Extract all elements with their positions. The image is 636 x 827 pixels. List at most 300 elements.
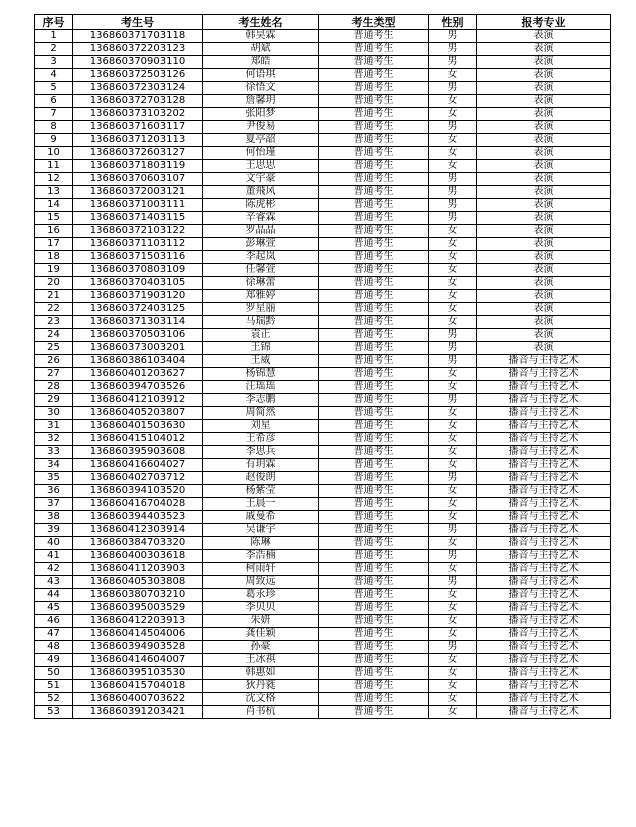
cell-seq: 48 [35,641,73,654]
cell-name: 罗星丽 [203,303,319,316]
cell-seq: 41 [35,550,73,563]
cell-major: 表演 [477,251,611,264]
cell-seq: 5 [35,82,73,95]
cell-major: 播音与主持艺术 [477,550,611,563]
cell-seq: 7 [35,108,73,121]
cell-major: 播音与主持艺术 [477,524,611,537]
table-row [35,667,611,680]
table-row [35,654,611,667]
cell-major: 播音与主持艺术 [477,706,611,719]
cell-name: 詹馨玥 [203,95,319,108]
cell-name: 王思思 [203,160,319,173]
cell-seq: 34 [35,459,73,472]
cell-exam-id: 136860400303618 [73,550,203,563]
cell-gender: 女 [429,589,477,602]
cell-major: 播音与主持艺术 [477,459,611,472]
cell-name: 狄丹蕤 [203,680,319,693]
cell-gender: 男 [429,121,477,134]
cell-type: 普通考生 [319,368,429,381]
cell-name: 柯雨轩 [203,563,319,576]
cell-name: 刘星 [203,420,319,433]
cell-seq: 50 [35,667,73,680]
cell-type: 普通考生 [319,407,429,420]
cell-gender: 女 [429,160,477,173]
cell-type: 普通考生 [319,355,429,368]
cell-type: 普通考生 [319,290,429,303]
cell-seq: 18 [35,251,73,264]
cell-type: 普通考生 [319,550,429,563]
cell-seq: 31 [35,420,73,433]
cell-gender: 男 [429,173,477,186]
cell-name: 王锦 [203,342,319,355]
table-row [35,290,611,303]
table-row [35,381,611,394]
table-row [35,485,611,498]
cell-exam-id: 136860372203123 [73,43,203,56]
cell-major: 播音与主持艺术 [477,368,611,381]
cell-type: 普通考生 [319,628,429,641]
cell-gender: 男 [429,550,477,563]
cell-name: 戚曼希 [203,511,319,524]
cell-name: 杨紫莹 [203,485,319,498]
cell-seq: 30 [35,407,73,420]
table-row [35,238,611,251]
cell-name: 徐琳蕾 [203,277,319,290]
cell-name: 李贝贝 [203,602,319,615]
cell-exam-id: 136860416704028 [73,498,203,511]
cell-gender: 男 [429,186,477,199]
table-row [35,69,611,82]
cell-gender: 女 [429,667,477,680]
cell-type: 普通考生 [319,420,429,433]
cell-major: 表演 [477,30,611,43]
cell-major: 表演 [477,290,611,303]
cell-exam-id: 136860401503630 [73,420,203,433]
table-row [35,615,611,628]
table-row [35,355,611,368]
cell-exam-id: 136860384703320 [73,537,203,550]
cell-exam-id: 136860371703118 [73,30,203,43]
cell-seq: 10 [35,147,73,160]
cell-seq: 36 [35,485,73,498]
cell-gender: 女 [429,264,477,277]
cell-exam-id: 136860405303808 [73,576,203,589]
cell-gender: 女 [429,69,477,82]
cell-major: 表演 [477,147,611,160]
cell-gender: 女 [429,134,477,147]
table-row [35,134,611,147]
cell-gender: 女 [429,602,477,615]
cell-exam-id: 136860372703128 [73,95,203,108]
cell-major: 播音与主持艺术 [477,381,611,394]
cell-name: 沈文格 [203,693,319,706]
cell-gender: 女 [429,459,477,472]
cell-seq: 27 [35,368,73,381]
cell-seq: 9 [35,134,73,147]
cell-seq: 40 [35,537,73,550]
cell-major: 表演 [477,199,611,212]
cell-type: 普通考生 [319,589,429,602]
cell-gender: 女 [429,446,477,459]
cell-exam-id: 136860394403523 [73,511,203,524]
table-row [35,394,611,407]
cell-type: 普通考生 [319,121,429,134]
table-row [35,433,611,446]
cell-major: 播音与主持艺术 [477,628,611,641]
cell-exam-id: 136860372103122 [73,225,203,238]
cell-gender: 女 [429,433,477,446]
cell-type: 普通考生 [319,186,429,199]
cell-name: 罗晶晶 [203,225,319,238]
cell-major: 表演 [477,238,611,251]
cell-gender: 男 [429,212,477,225]
table-row [35,160,611,173]
cell-seq: 17 [35,238,73,251]
cell-seq: 25 [35,342,73,355]
cell-major: 播音与主持艺术 [477,472,611,485]
cell-major: 播音与主持艺术 [477,615,611,628]
cell-major: 播音与主持艺术 [477,433,611,446]
table-row [35,628,611,641]
cell-gender: 女 [429,238,477,251]
cell-gender: 男 [429,43,477,56]
cell-name: 彭琳萱 [203,238,319,251]
cell-name: 李起岚 [203,251,319,264]
cell-gender: 女 [429,615,477,628]
cell-seq: 3 [35,56,73,69]
cell-seq: 6 [35,95,73,108]
cell-exam-id: 136860371303114 [73,316,203,329]
cell-name: 郑雅婷 [203,290,319,303]
cell-major: 播音与主持艺术 [477,498,611,511]
cell-major: 播音与主持艺术 [477,693,611,706]
cell-exam-id: 136860411203903 [73,563,203,576]
cell-exam-id: 136860412203913 [73,615,203,628]
cell-exam-id: 136860412303914 [73,524,203,537]
cell-seq: 8 [35,121,73,134]
cell-exam-id: 136860405203807 [73,407,203,420]
cell-name: 郑皓 [203,56,319,69]
table-row [35,147,611,160]
cell-name: 董飛风 [203,186,319,199]
cell-name: 徐悟文 [203,82,319,95]
table-row [35,498,611,511]
table-row [35,537,611,550]
cell-exam-id: 136860370503106 [73,329,203,342]
cell-type: 普通考生 [319,394,429,407]
cell-name: 韩昊霖 [203,30,319,43]
cell-exam-id: 136860394103520 [73,485,203,498]
table-row [35,680,611,693]
cell-type: 普通考生 [319,342,429,355]
cell-seq: 21 [35,290,73,303]
cell-exam-id: 136860400703622 [73,693,203,706]
cell-exam-id: 136860372603127 [73,147,203,160]
header-name: 考生姓名 [203,15,319,30]
cell-name: 韩惠如 [203,667,319,680]
table-row [35,576,611,589]
cell-name: 赵俊朗 [203,472,319,485]
cell-name: 袁正 [203,329,319,342]
cell-exam-id: 136860414504006 [73,628,203,641]
cell-name: 肖书杭 [203,706,319,719]
table-row [35,342,611,355]
cell-type: 普通考生 [319,576,429,589]
cell-seq: 46 [35,615,73,628]
cell-gender: 女 [429,693,477,706]
cell-exam-id: 136860372003121 [73,186,203,199]
cell-type: 普通考生 [319,43,429,56]
cell-gender: 女 [429,303,477,316]
cell-type: 普通考生 [319,160,429,173]
cell-major: 表演 [477,82,611,95]
cell-name: 王冰祺 [203,654,319,667]
cell-gender: 男 [429,524,477,537]
cell-name: 马瑞黔 [203,316,319,329]
cell-exam-id: 136860401203627 [73,368,203,381]
cell-type: 普通考生 [319,303,429,316]
table-row [35,407,611,420]
cell-exam-id: 136860371503116 [73,251,203,264]
cell-type: 普通考生 [319,108,429,121]
cell-gender: 女 [429,407,477,420]
cell-seq: 38 [35,511,73,524]
cell-type: 普通考生 [319,706,429,719]
cell-gender: 男 [429,342,477,355]
cell-major: 表演 [477,277,611,290]
cell-type: 普通考生 [319,381,429,394]
cell-name: 何语琪 [203,69,319,82]
cell-gender: 女 [429,147,477,160]
cell-type: 普通考生 [319,511,429,524]
table-row [35,173,611,186]
cell-gender: 男 [429,30,477,43]
table-row [35,589,611,602]
cell-seq: 45 [35,602,73,615]
cell-major: 播音与主持艺术 [477,654,611,667]
cell-type: 普通考生 [319,134,429,147]
cell-major: 表演 [477,43,611,56]
cell-major: 表演 [477,160,611,173]
table-row [35,446,611,459]
cell-exam-id: 136860373103202 [73,108,203,121]
cell-exam-id: 136860394703526 [73,381,203,394]
table-row [35,550,611,563]
cell-seq: 52 [35,693,73,706]
cell-major: 播音与主持艺术 [477,641,611,654]
header-gender: 性别 [429,15,477,30]
cell-major: 播音与主持艺术 [477,576,611,589]
cell-seq: 43 [35,576,73,589]
cell-type: 普通考生 [319,485,429,498]
cell-type: 普通考生 [319,30,429,43]
cell-exam-id: 136860371403115 [73,212,203,225]
cell-name: 文宇豪 [203,173,319,186]
cell-type: 普通考生 [319,537,429,550]
table-row [35,225,611,238]
cell-name: 龚佳颖 [203,628,319,641]
cell-name: 朱妍 [203,615,319,628]
cell-name: 李志鹏 [203,394,319,407]
cell-type: 普通考生 [319,329,429,342]
cell-gender: 女 [429,628,477,641]
cell-name: 夏亭韶 [203,134,319,147]
cell-gender: 女 [429,95,477,108]
table-row [35,563,611,576]
cell-seq: 12 [35,173,73,186]
header-type: 考生类型 [319,15,429,30]
cell-type: 普通考生 [319,524,429,537]
cell-name: 王晨一 [203,498,319,511]
cell-exam-id: 136860371903120 [73,290,203,303]
cell-exam-id: 136860370603107 [73,173,203,186]
cell-type: 普通考生 [319,459,429,472]
cell-name: 陈虎彬 [203,199,319,212]
cell-seq: 39 [35,524,73,537]
table-row [35,641,611,654]
cell-major: 播音与主持艺术 [477,355,611,368]
cell-gender: 女 [429,225,477,238]
cell-seq: 13 [35,186,73,199]
cell-major: 表演 [477,212,611,225]
cell-type: 普通考生 [319,173,429,186]
table-row [35,706,611,719]
table-row [35,472,611,485]
cell-type: 普通考生 [319,147,429,160]
cell-seq: 26 [35,355,73,368]
cell-type: 普通考生 [319,615,429,628]
cell-gender: 女 [429,537,477,550]
cell-name: 王威 [203,355,319,368]
cell-major: 播音与主持艺术 [477,394,611,407]
cell-exam-id: 136860415704018 [73,680,203,693]
cell-major: 播音与主持艺术 [477,446,611,459]
cell-name: 葛永珍 [203,589,319,602]
cell-seq: 15 [35,212,73,225]
cell-major: 播音与主持艺术 [477,537,611,550]
cell-gender: 女 [429,251,477,264]
cell-major: 表演 [477,173,611,186]
cell-seq: 32 [35,433,73,446]
cell-type: 普通考生 [319,433,429,446]
cell-major: 播音与主持艺术 [477,420,611,433]
cell-exam-id: 136860391203421 [73,706,203,719]
cell-seq: 20 [35,277,73,290]
cell-exam-id: 136860416604027 [73,459,203,472]
cell-exam-id: 136860371603117 [73,121,203,134]
cell-major: 表演 [477,69,611,82]
cell-name: 胡斌 [203,43,319,56]
cell-exam-id: 136860372403125 [73,303,203,316]
cell-major: 表演 [477,134,611,147]
cell-major: 播音与主持艺术 [477,602,611,615]
cell-gender: 男 [429,56,477,69]
cell-gender: 女 [429,108,477,121]
cell-name: 周简然 [203,407,319,420]
cell-type: 普通考生 [319,69,429,82]
cell-seq: 22 [35,303,73,316]
cell-type: 普通考生 [319,563,429,576]
cell-gender: 男 [429,472,477,485]
cell-type: 普通考生 [319,680,429,693]
cell-seq: 53 [35,706,73,719]
table-row [35,511,611,524]
cell-type: 普通考生 [319,498,429,511]
cell-gender: 男 [429,576,477,589]
table-row [35,459,611,472]
cell-type: 普通考生 [319,654,429,667]
cell-major: 表演 [477,225,611,238]
cell-type: 普通考生 [319,602,429,615]
cell-major: 播音与主持艺术 [477,511,611,524]
cell-type: 普通考生 [319,225,429,238]
cell-seq: 2 [35,43,73,56]
cell-gender: 男 [429,394,477,407]
cell-seq: 11 [35,160,73,173]
cell-exam-id: 136860373003201 [73,342,203,355]
cell-gender: 女 [429,316,477,329]
cell-seq: 28 [35,381,73,394]
cell-exam-id: 136860380703210 [73,589,203,602]
table-row [35,30,611,43]
table-body [35,30,611,719]
cell-seq: 42 [35,563,73,576]
cell-seq: 49 [35,654,73,667]
cell-exam-id: 136860372303124 [73,82,203,95]
table-row [35,420,611,433]
cell-major: 播音与主持艺术 [477,667,611,680]
cell-name: 尹俊易 [203,121,319,134]
cell-gender: 男 [429,82,477,95]
cell-name: 辛睿霖 [203,212,319,225]
table-row [35,277,611,290]
cell-major: 表演 [477,186,611,199]
cell-seq: 4 [35,69,73,82]
cell-type: 普通考生 [319,316,429,329]
table-row [35,82,611,95]
cell-name: 任馨萱 [203,264,319,277]
table-row [35,303,611,316]
cell-type: 普通考生 [319,56,429,69]
cell-exam-id: 136860395903608 [73,446,203,459]
cell-major: 表演 [477,264,611,277]
table-row [35,108,611,121]
cell-exam-id: 136860371803119 [73,160,203,173]
header-seq: 序号 [35,15,73,30]
cell-exam-id: 136860370803109 [73,264,203,277]
cell-type: 普通考生 [319,264,429,277]
cell-gender: 女 [429,654,477,667]
cell-type: 普通考生 [319,238,429,251]
cell-name: 有玥霖 [203,459,319,472]
table-row [35,329,611,342]
cell-gender: 女 [429,563,477,576]
cell-major: 播音与主持艺术 [477,485,611,498]
cell-gender: 男 [429,199,477,212]
cell-seq: 23 [35,316,73,329]
cell-seq: 37 [35,498,73,511]
cell-name: 李思兵 [203,446,319,459]
cell-exam-id: 136860372503126 [73,69,203,82]
cell-major: 表演 [477,95,611,108]
cell-gender: 女 [429,277,477,290]
cell-exam-id: 136860386103404 [73,355,203,368]
cell-seq: 1 [35,30,73,43]
cell-major: 播音与主持艺术 [477,680,611,693]
cell-gender: 女 [429,680,477,693]
table-row [35,524,611,537]
cell-seq: 19 [35,264,73,277]
